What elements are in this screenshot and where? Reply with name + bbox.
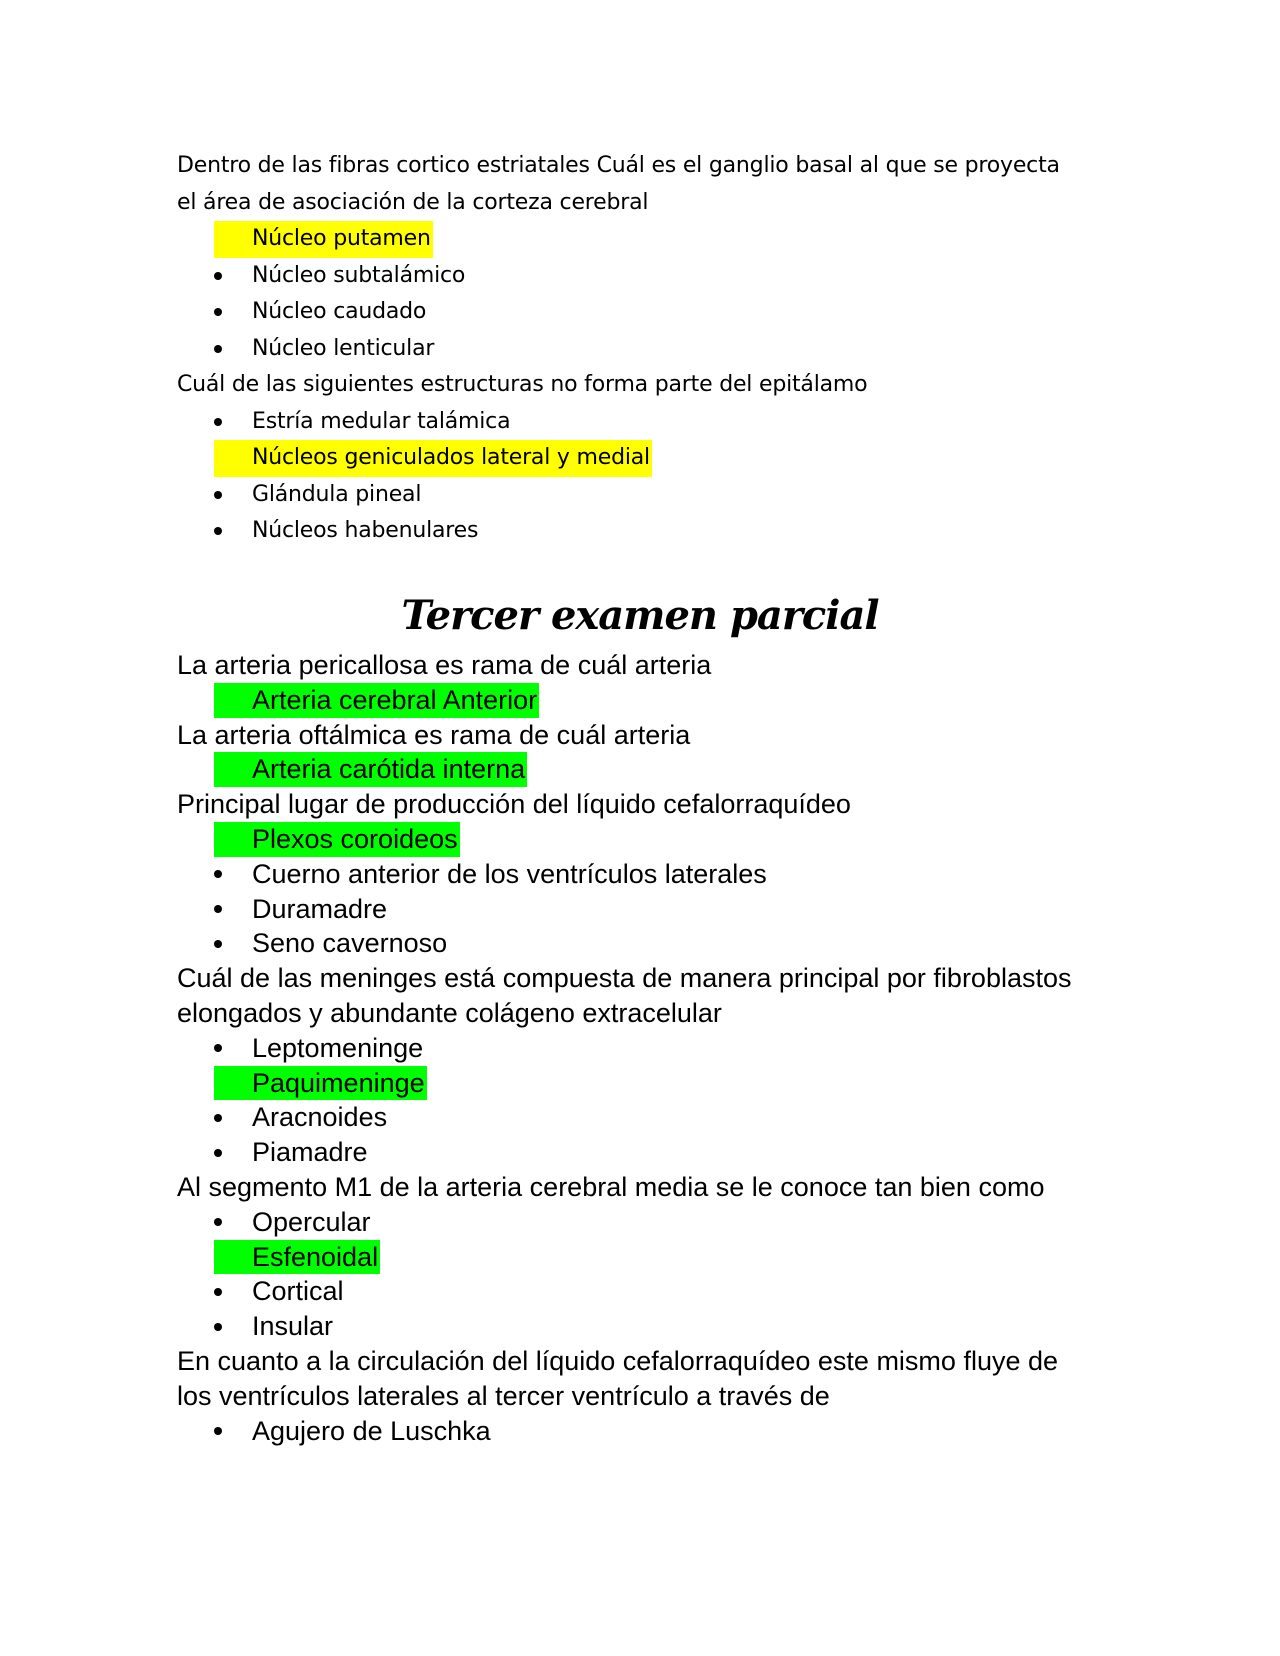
answer-options-list xyxy=(177,404,1077,550)
answer-option xyxy=(177,331,1077,368)
answer-option xyxy=(177,1066,1097,1101)
answer-options-list xyxy=(177,221,1077,367)
question-text: La arteria oftálmica es rama de cuál arteria xyxy=(177,719,691,750)
answer-text xyxy=(252,1416,491,1446)
highlighted-answer xyxy=(214,1066,427,1101)
highlighted-answer xyxy=(214,822,460,857)
section-tercer-examen xyxy=(177,648,1097,1448)
answer-option xyxy=(177,1414,1097,1449)
option-label: Núcleos geniculados lateral y medial xyxy=(252,445,650,470)
bullet-icon xyxy=(214,905,222,913)
answer-option xyxy=(177,258,1077,295)
option-label: Paquimeninge xyxy=(252,1067,425,1098)
question-text: La arteria pericallosa es rama de cuál arteria xyxy=(177,650,712,680)
answer-text xyxy=(252,336,434,361)
option-label: Núcleo putamen xyxy=(252,226,431,251)
answer-options-list xyxy=(177,1205,1097,1344)
answer-option xyxy=(177,404,1077,441)
answer-options-list xyxy=(177,683,1097,718)
highlighted-answer xyxy=(214,752,527,787)
option-label: Leptomeninge xyxy=(252,1032,424,1063)
answer-option xyxy=(177,513,1077,550)
bullet-icon xyxy=(214,527,222,535)
page-title: Tercer examen parcial xyxy=(401,592,879,639)
answer-options-list xyxy=(177,1414,1097,1449)
answer-option xyxy=(177,221,1077,258)
option-label: Estría medular talámica xyxy=(252,408,511,434)
option-label: Núcleos habenulares xyxy=(252,518,479,543)
answer-option xyxy=(177,440,1077,477)
answer-option xyxy=(177,892,1097,927)
answer-text xyxy=(252,1311,333,1341)
bullet-icon xyxy=(214,1114,222,1122)
bullet-icon xyxy=(214,1044,222,1052)
option-label: Insular xyxy=(252,1311,334,1342)
bullet-icon xyxy=(214,418,222,426)
bullet-icon xyxy=(214,1427,222,1435)
answer-option xyxy=(177,857,1097,892)
answer-option xyxy=(177,294,1077,331)
bullet-icon xyxy=(214,1218,222,1226)
question-text: Dentro de las fibras cortico estriatales Cuál es el ganglio basal al que se proyecta el área de asociación de la corteza cerebral xyxy=(177,153,1060,215)
option-label: Núcleo subtalámico xyxy=(252,262,466,288)
question-text: Cuál de las meninges está compuesta de manera principal por fibroblastos elongados y abundante colágeno extracelular xyxy=(177,963,1072,1028)
answer-option xyxy=(177,1100,1097,1135)
option-label: Agujero de Luschka xyxy=(252,1415,491,1446)
option-label: Seno cavernoso xyxy=(252,928,448,959)
answer-text xyxy=(252,1276,344,1306)
bullet-icon xyxy=(214,1288,222,1296)
option-label: Esfenoidal xyxy=(252,1241,379,1272)
answer-option xyxy=(177,822,1097,857)
bullet-icon xyxy=(214,345,222,353)
option-label: Duramadre xyxy=(252,893,388,924)
highlighted-answer xyxy=(214,221,433,258)
answer-text xyxy=(252,1207,371,1237)
bullet-icon xyxy=(214,870,222,878)
answer-option xyxy=(177,1309,1097,1344)
answer-text xyxy=(252,299,426,324)
answer-option xyxy=(177,1135,1097,1170)
highlighted-answer xyxy=(214,683,539,718)
option-label: Núcleo caudado xyxy=(252,299,427,324)
answer-options-list xyxy=(177,1031,1097,1170)
option-label: Aracnoides xyxy=(252,1102,388,1133)
option-label: Opercular xyxy=(252,1206,371,1237)
answer-text xyxy=(252,409,510,434)
answer-option xyxy=(177,683,1097,718)
option-label: Glándula pineal xyxy=(252,481,422,507)
answer-text xyxy=(252,1137,368,1167)
answer-text xyxy=(252,928,447,958)
bullet-icon xyxy=(214,272,222,280)
answer-text xyxy=(252,859,767,889)
option-label: Arteria carótida interna xyxy=(252,754,526,785)
answer-text xyxy=(252,1102,387,1132)
option-label: Arteria cerebral Anterior xyxy=(252,684,538,715)
bullet-icon xyxy=(214,491,222,499)
section-calibri-questions xyxy=(177,148,1077,550)
answer-text xyxy=(252,894,387,924)
answer-text xyxy=(252,263,465,288)
question-text: Principal lugar de producción del líquido cefalorraquídeo xyxy=(177,789,851,820)
question-text: En cuanto a la circulación del líquido cefalorraquídeo este mismo fluye de los ventrículos laterales al tercer ventrículo a través de xyxy=(177,1345,1059,1411)
answer-options-list xyxy=(177,822,1097,961)
answer-option xyxy=(177,477,1077,514)
option-label: Cortical xyxy=(252,1276,344,1307)
answer-option xyxy=(177,1031,1097,1066)
answer-text xyxy=(252,482,421,507)
answer-text xyxy=(252,1033,423,1063)
answer-option xyxy=(177,752,1097,787)
option-label: Plexos coroideos xyxy=(252,823,458,854)
answer-text xyxy=(252,518,478,543)
answer-option xyxy=(177,1205,1097,1240)
answer-options-list xyxy=(177,752,1097,787)
bullet-icon xyxy=(214,1149,222,1157)
question-text: Al segmento M1 de la arteria cerebral media se le conoce tan bien como xyxy=(177,1171,1045,1202)
option-label: Piamadre xyxy=(252,1137,368,1168)
question-text: Cuál de las siguientes estructuras no forma parte del epitálamo xyxy=(177,372,868,397)
bullet-icon xyxy=(214,308,222,316)
answer-option xyxy=(177,1274,1097,1309)
bullet-icon xyxy=(214,1323,222,1331)
option-label: Cuerno anterior de los ventrículos laterales xyxy=(252,858,767,889)
bullet-icon xyxy=(214,940,222,948)
option-label: Núcleo lenticular xyxy=(252,335,435,361)
answer-option xyxy=(177,926,1097,961)
highlighted-answer xyxy=(214,440,652,477)
answer-option xyxy=(177,1240,1097,1275)
highlighted-answer xyxy=(214,1240,380,1275)
